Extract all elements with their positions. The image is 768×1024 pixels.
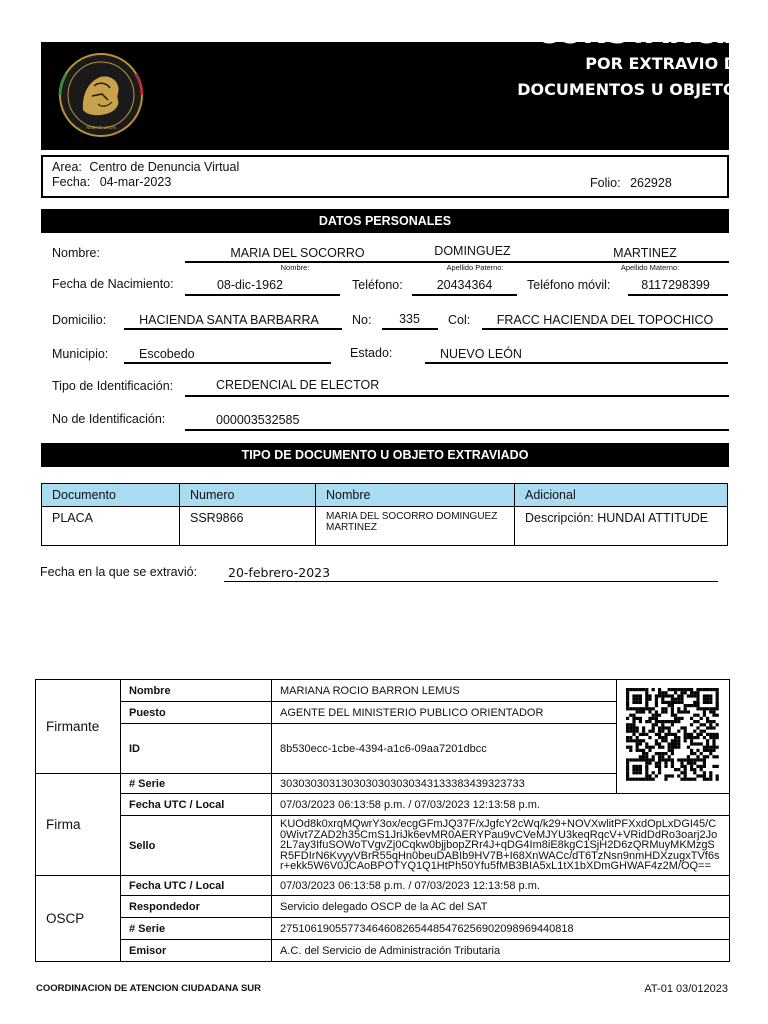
municipio-value: Escobedo (139, 347, 195, 361)
folio-value: 262928 (630, 176, 672, 190)
firmante-label: Firmante (36, 680, 121, 774)
table-row (36, 896, 730, 918)
emisor-key: Emisor (121, 940, 272, 962)
emisor-value: A.C. del Servicio de Administración Tributaria (272, 940, 730, 962)
table-row (36, 816, 730, 876)
tipo-id-label: Tipo de Identificación: (52, 379, 174, 393)
no-value: 335 (399, 312, 420, 326)
oscp-fecha-key: Fecha UTC / Local (121, 876, 272, 896)
cell-numero: SSR9866 (180, 507, 316, 546)
telefono-underline (412, 294, 517, 296)
firma-label: Firma (36, 774, 121, 876)
no-label: No: (352, 313, 372, 327)
fiscalia-seal-logo (58, 52, 144, 138)
fecha-utc-key: Fecha UTC / Local (121, 794, 272, 816)
cell-nombre: MARIA DEL SOCORRO DOMINGUEZ MARTINEZ (316, 507, 515, 546)
col-header-nombre: Nombre (316, 484, 515, 507)
nacimiento-value: 08-dic-1962 (216, 278, 283, 292)
area-line (52, 160, 239, 174)
col-value: FRACC HACIENDA DEL TOPOCHICO (496, 313, 714, 327)
nacimiento-underline (185, 294, 340, 296)
folio-line (590, 176, 672, 190)
nacimiento-label: Fecha de Nacimiento: (52, 277, 174, 291)
movil-label: Teléfono móvil: (527, 278, 611, 292)
tipo-id-value: CREDENCIAL DE ELECTOR (216, 378, 380, 392)
table-row (36, 940, 730, 962)
nombre-value: MARIANA ROCIO BARRON LEMUS (272, 680, 617, 702)
svg-text:NUEVO LEÓN: NUEVO LEÓN (86, 125, 116, 130)
paterno-caption: Apellido Paterno: (446, 263, 504, 272)
telefono-label: Teléfono: (352, 278, 403, 292)
fecha-label: Fecha: (52, 175, 91, 189)
table-row (36, 876, 730, 896)
cell-documento: PLACA (42, 507, 180, 546)
col-header-adicional: Adicional (515, 484, 728, 507)
estado-label: Estado: (350, 346, 393, 360)
puesto-key: Puesto (121, 702, 272, 724)
table-row (42, 507, 728, 546)
serie-key: # Serie (121, 774, 272, 794)
oscp-serie-key: # Serie (121, 918, 272, 940)
area-label: Area: (52, 160, 82, 174)
movil-underline (628, 294, 728, 296)
qr-code (621, 687, 725, 783)
respondedor-value: Servicio delegado OSCP de la AC del SAT (272, 896, 730, 918)
document-subtitle-1: POR EXTRAVIO DE (585, 54, 748, 73)
puesto-value: AGENTE DEL MINISTERIO PUBLICO ORIENTADOR (272, 702, 617, 724)
fecha-utc-value: 07/03/2023 06:13:58 p.m. / 07/03/2023 12:13:58 p.m. (272, 794, 730, 816)
firma-table (35, 679, 730, 962)
no-underline (382, 328, 438, 330)
qr-cell (617, 680, 730, 794)
footer-right: AT-01 03/012023 (644, 983, 728, 995)
table-row (36, 794, 730, 816)
domicilio-label: Domicilio: (52, 313, 107, 327)
municipio-underline (124, 362, 331, 364)
extraviado-table (41, 483, 728, 546)
oscp-fecha-value: 07/03/2023 06:13:58 p.m. / 07/03/2023 12:13:58 p.m. (272, 876, 730, 896)
serie-value: 3030303031303030303030343133383439323733 (272, 774, 617, 794)
sello-key: Sello (121, 816, 272, 876)
section-datos-personales: DATOS PERSONALES (41, 209, 729, 233)
table-row (36, 918, 730, 940)
nombre-label: Nombre: (52, 246, 100, 260)
col-header-numero: Numero (180, 484, 316, 507)
col-header-documento: Documento (42, 484, 180, 507)
fecha-extravio-value: 20-febrero-2023 (228, 565, 331, 580)
section-extraviado: TIPO DE DOCUMENTO U OBJETO EXTRAVIADO (41, 443, 729, 467)
folio-label: Folio: (590, 176, 621, 190)
table-header-row (42, 484, 728, 507)
col-label: Col: (448, 313, 471, 327)
no-id-label: No de Identificación: (52, 412, 166, 426)
municipio-label: Municipio: (52, 347, 109, 361)
domicilio-value: HACIENDA SANTA BARBARRA (139, 313, 319, 327)
apellido-materno-value: MARTINEZ (613, 246, 677, 260)
apellido-paterno-value: DOMINGUEZ (434, 244, 511, 258)
sello-value: KUOd8k0xrqMQwrY3ox/ecgGFmJQ37F/xJgfcY2cWq/k29+NOVXwlitPFXxdOpLxDGI45/C0Wivt7ZAD2h35CmS1JriJk6evMR0AERYPau9vCVeMJYU3keqRqcV+VRidDdRo3oarj2Jo2L7ay3IfuSOWoTVgvZj0Cqkw0bjjbopZRr4J+qDG4Im8iE8kgC1SjH2D6zQRMuyMKMzgSR5FDIrN6KvyyVBrR55qHn0beuDABIb9HV7B+I68XnWACc/dT6TzNsn9nmHDXzugxTVf6sr+ekk5W6V0JCAoBPOTYQ1Q1HtPh50Yfu5fMB3BIA5xL1tX1bXDmGHWAF4z2M/OQ== (272, 816, 730, 876)
document-subtitle-2: DOCUMENTOS U OBJETOS (517, 80, 748, 99)
movil-value: 8117298399 (641, 278, 710, 292)
estado-underline (425, 362, 728, 364)
col-underline (482, 328, 728, 330)
nombre-key: Nombre (121, 680, 272, 702)
cell-adicional: Descripción: HUNDAI ATTITUDE (515, 507, 728, 546)
fecha-extravio-label: Fecha en la que se extravió: (40, 565, 198, 579)
area-value: Centro de Denuncia Virtual (89, 160, 240, 174)
tipo-id-underline (185, 395, 729, 397)
table-row (36, 680, 730, 702)
footer-left: COORDINACION DE ATENCION CIUDADANA SUR (36, 983, 262, 994)
telefono-value: 20434364 (436, 278, 493, 292)
estado-value: NUEVO LEÓN (440, 347, 522, 361)
id-value: 8b530ecc-1cbe-4394-a1c6-09aa7201dbcc (272, 724, 617, 774)
no-id-value: 000003532585 (216, 413, 300, 427)
id-key: ID (121, 724, 272, 774)
domicilio-underline (124, 328, 342, 330)
no-id-underline (185, 429, 729, 431)
nombre-value: MARIA DEL SOCORRO (230, 246, 365, 260)
fecha-extravio-underline (224, 581, 718, 582)
fecha-value: 04-mar-2023 (99, 175, 172, 189)
materno-caption: Apellido Materno: (620, 263, 680, 272)
nombre-caption: Nombre: (280, 263, 310, 272)
fecha-line (52, 175, 171, 189)
oscp-label: OSCP (36, 876, 121, 962)
oscp-serie-value: 275106190557734646082654485476256902098969440818 (272, 918, 730, 940)
respondedor-key: Respondedor (121, 896, 272, 918)
document-title: CONSTANCIA (535, 16, 748, 51)
